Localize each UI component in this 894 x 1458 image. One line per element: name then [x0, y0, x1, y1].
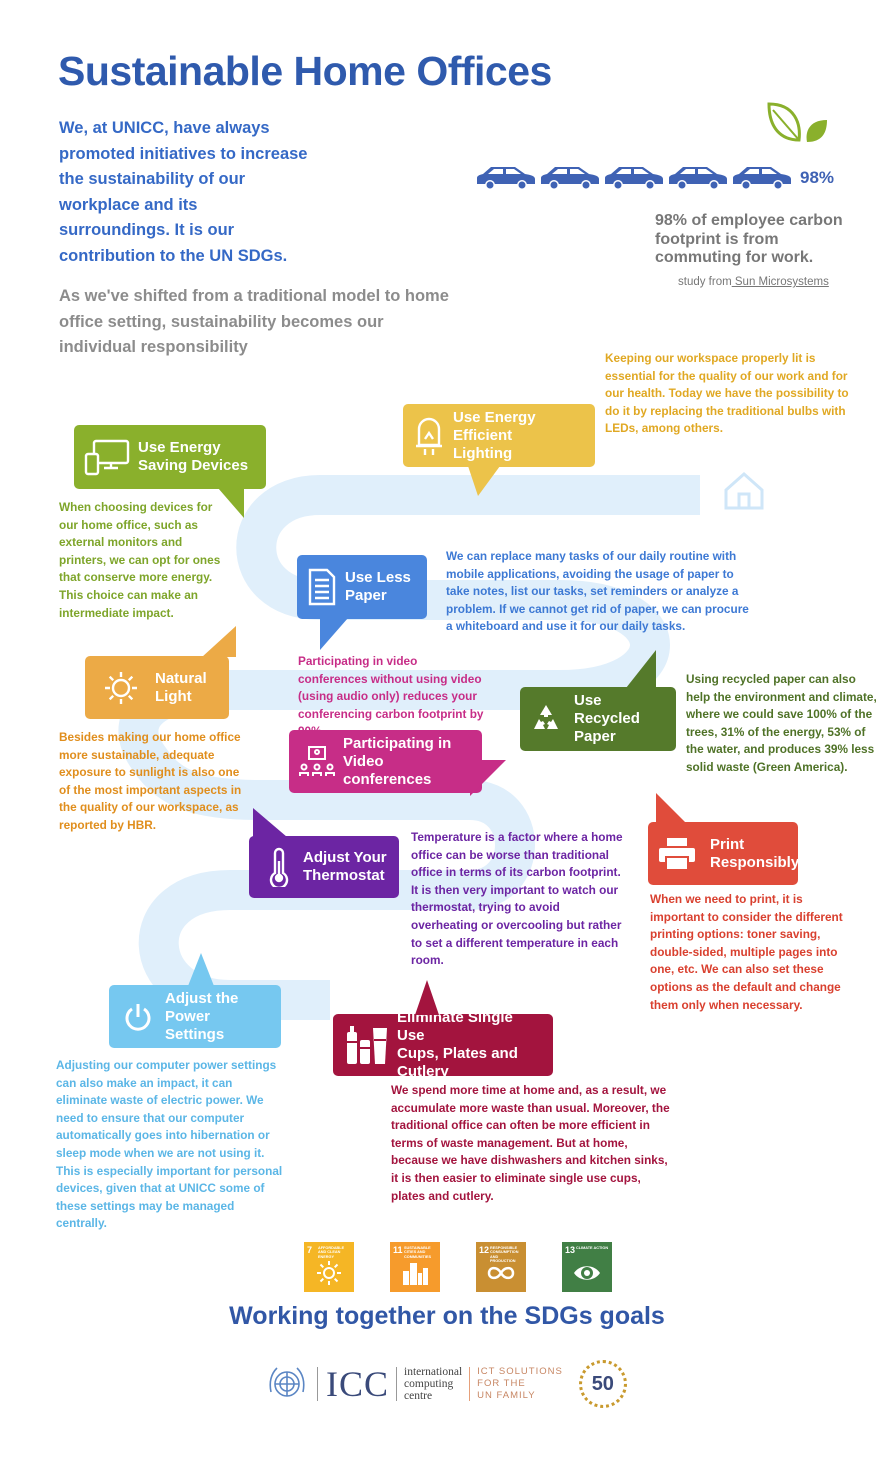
card-print-responsibly	[648, 822, 798, 885]
desc-use-less-paper: We can replace many tasks of our daily routine with mobile applications, avoiding the usage of paper to take notes, list our tasks, set reminders or analyze a problem. If we cannot get rid of paper, we can procure a whiteboard and use it for our daily tasks.	[446, 549, 749, 634]
divider	[396, 1367, 397, 1401]
sdg-goals-row	[304, 1242, 612, 1292]
anniversary-badge	[579, 1360, 627, 1408]
intro-subtext: As we've shifted from a traditional model to home office setting, sustainability becomes our individual responsibility	[59, 287, 449, 356]
desc-power-settings: Adjusting our computer power settings can also make an impact, it can eliminate waste of electric power. We need to ensure that our computer automatically goes into hibernation or sleep mode when we are not using it. This is especially important for personal devices, given that at UNICC some of these settings may be managed centrally.	[56, 1058, 283, 1231]
card-pointer	[202, 626, 236, 657]
video-conference-icon	[299, 745, 335, 779]
recycle-icon	[530, 703, 562, 735]
card-pointer	[320, 618, 348, 650]
desc-use-recycled-paper: Using recycled paper can also help the environment and climate, where we could save 100% of the trees, 31% of the energy, 53% of the water, and produces 39% less solid waste (Green America).	[686, 672, 877, 774]
leaves-icon	[765, 102, 831, 146]
card-use-recycled-paper	[520, 687, 676, 751]
card-video-conferences	[289, 730, 482, 793]
study-link[interactable]: Sun Microsystems	[731, 276, 829, 288]
divider	[469, 1367, 470, 1401]
desc-energy-saving-devices: When choosing devices for our home office, such as external monitors and printers, we can opt for ones that conserve more energy. This choice can make an intermediate impact.	[59, 500, 221, 620]
desc-natural-light: Besides making our home office more sustainable, adequate exposure to sunlight is also one of the most important aspects in the quality of our workspace, as reported by HBR.	[59, 730, 242, 832]
card-pointer	[626, 650, 656, 688]
cutlery-bottles-icon	[343, 1024, 389, 1066]
sdg-heading: Working together on the SDGs goals	[229, 1302, 665, 1330]
document-icon	[307, 568, 337, 606]
card-power-settings	[109, 985, 281, 1048]
card-natural-light	[85, 656, 229, 719]
car-icon	[731, 164, 793, 192]
un-emblem-icon	[265, 1362, 309, 1406]
desc-adjust-thermostat: Temperature is a factor where a home office can be worse than traditional office in terms of its carbon footprint. It is then very important to watch our thermostat, trying to avoid overheating or overcooling but rather to set a different temperature in each room.	[411, 830, 623, 968]
card-pointer	[253, 808, 287, 837]
car-icon	[539, 164, 601, 192]
printer-icon	[658, 837, 696, 871]
car-icon	[667, 164, 729, 192]
sdg-tile-12	[476, 1242, 526, 1292]
divider	[317, 1367, 318, 1401]
infinity-icon	[487, 1259, 515, 1287]
card-label: Natural Light	[155, 669, 207, 705]
card-pointer	[656, 793, 686, 823]
car-icon	[475, 164, 537, 192]
sun-icon	[315, 1259, 343, 1287]
study-source	[678, 276, 829, 288]
icc-logo-text: ICC	[326, 1364, 390, 1404]
sdg-text: CLIMATE ACTION	[576, 1246, 609, 1250]
sdg-number: 12	[479, 1245, 490, 1255]
sdg-text: AFFORDABLE AND CLEAN ENERGY	[318, 1246, 345, 1259]
footer-logos	[265, 1358, 627, 1410]
card-label: Adjust the Power Settings	[165, 989, 239, 1043]
card-label: Participating in Video conferences	[343, 734, 452, 788]
sdg-number: 13	[565, 1245, 576, 1255]
card-adjust-thermostat	[249, 836, 399, 898]
card-use-less-paper	[297, 555, 427, 619]
card-label: Use Recycled Paper	[574, 692, 640, 745]
card-eliminate-single-use	[333, 1009, 553, 1080]
devices-icon	[84, 438, 130, 476]
led-bulb-icon	[413, 415, 445, 457]
sdg-text: SUSTAINABLE CITIES AND COMMUNITIES	[404, 1246, 431, 1259]
car-row	[475, 164, 793, 192]
commute-stat-text: 98% of employee carbon footprint is from commuting for work.	[655, 212, 843, 266]
desc-video-conferences: Participating in video conferences without using video (using audio only) reduces your conferencing carbon footprint by	[298, 654, 484, 721]
sun-icon	[103, 670, 139, 706]
card-pointer	[468, 466, 500, 496]
anniversary-number: 50	[591, 1372, 614, 1395]
card-energy-efficient-lighting	[403, 404, 595, 467]
sdg-number: 7	[307, 1245, 313, 1255]
card-label: Eliminate Single Use Cups, Plates and Cutlery	[397, 1009, 518, 1080]
card-pointer	[415, 980, 439, 1015]
icc-full-name: international computing centre	[404, 1366, 463, 1402]
desc-energy-efficient-lighting: Keeping our workspace properly lit is essential for the quality of our work and for our health. Today we have the possibility to do it by replacing the traditional bulbs with LEDs, among others.	[605, 351, 849, 436]
sdg-tile-7	[304, 1242, 354, 1292]
card-label: Adjust Your Thermostat	[303, 849, 387, 884]
card-label: Use Less Paper	[345, 569, 411, 604]
power-icon	[123, 1001, 153, 1033]
card-label: Use Energy Efficient Lighting	[453, 408, 536, 462]
sdg-number: 11	[393, 1245, 403, 1255]
sdg-tile-13	[562, 1242, 612, 1292]
page-title: Sustainable Home Offices	[58, 48, 552, 94]
intro-text: We, at UNICC, have always promoted initiatives to increase the sustainability of our workplace and its surroundings. It is our contribution to the UN SDGs.	[59, 119, 308, 265]
card-label: Print Responsibly	[710, 835, 800, 871]
house-icon	[726, 474, 762, 508]
desc-eliminate-single-use: We spend more time at home and, as a result, we accumulate more waste than usual. Moreover, the traditional office can often be more efficient in terms of waste management. But at home, because we have dishwashers and kitchen sinks, it is then easier to eliminate single use cups, plates and cutlery.	[391, 1083, 670, 1203]
car-icon	[603, 164, 665, 192]
commute-percent: 98%	[800, 168, 835, 187]
card-energy-saving-devices	[74, 425, 266, 489]
card-pointer	[188, 953, 214, 986]
study-prefix: study from	[678, 276, 732, 288]
desc-print-responsibly: When we need to print, it is important to consider the different printing options: toner saving, double-sided, multiple pages into one, etc. We can also set these options as the default and change them only when necessary.	[650, 892, 843, 1012]
city-icon	[401, 1259, 429, 1287]
icc-tagline: ICT SOLUTIONS FOR THE UN FAMILY	[477, 1366, 563, 1401]
eye-globe-icon	[573, 1259, 601, 1287]
thermometer-icon	[267, 847, 291, 887]
sdg-tile-11	[390, 1242, 440, 1292]
card-pointer	[470, 760, 506, 796]
sdg-text: RESPONSIBLE CONSUMPTION AND PRODUCTION	[490, 1246, 519, 1263]
card-label: Use Energy Saving Devices	[138, 439, 249, 474]
